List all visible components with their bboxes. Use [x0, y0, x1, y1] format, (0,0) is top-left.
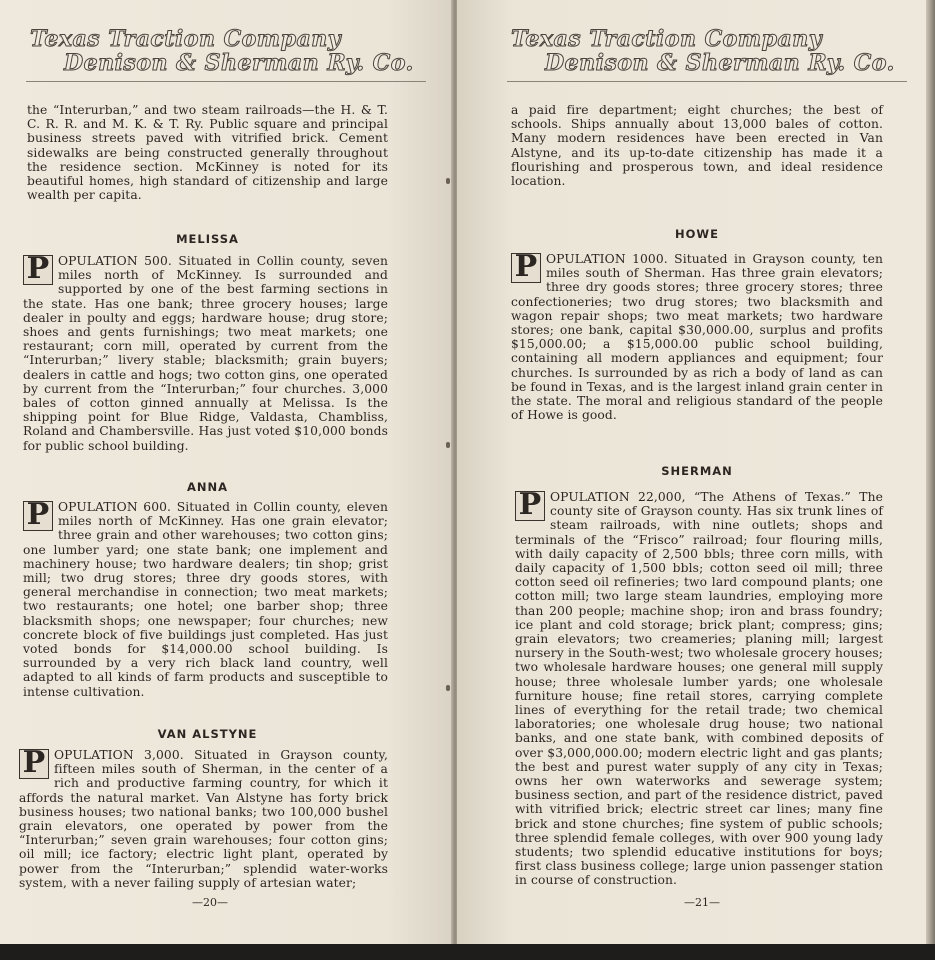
- book-bottom-edge: [0, 944, 935, 960]
- howe-lead: OPULATION 1000.: [546, 252, 668, 266]
- dropcap-sherman: P: [515, 491, 545, 521]
- page-number-right: —21—: [684, 896, 720, 909]
- masthead-title: Texas Traction Company: [511, 26, 822, 52]
- melissa-body: Situated in Collin county, seven miles north of McKinney. Is surrounded and supported by one of the best farming sections in the state. Has one bank; three grocery houses; large dealer in poulty and eggs; hardware house; drug store; shoes and gents furnishings; two meat markets; one restaurant; corn mill, operated by current from the “Interurban;” livery stable; blacksmith; grain buyers; dealers in cattle and hogs; two cotton gins, one operated by current from the “Interurban;” four churches. 3,000 bales of cotton ginned annually at Melissa. Is the shipping point for Blue Ridge, Valdasta, Chambliss, Roland and Chambersville. Has just voted $10,000 bonds for public school building.: [23, 254, 388, 453]
- dropcap-van-alstyne: P: [19, 749, 49, 779]
- heading-melissa: MELISSA: [176, 232, 239, 246]
- masthead-left: [26, 24, 426, 84]
- heading-van-alstyne: VAN ALSTYNE: [157, 727, 258, 741]
- howe-body: Situated in Grayson county, ten miles south of Sherman. Has three grain elevators; three dry goods stores; three grocery stores; three confectioneries; two drug stores; two blacksmith and wagon repair shops; two meat markets; two hardware stores; one bank, capital $30,000.00, surplus and profits $15,000.00; a $15,000.00 public school building, containing all modern appliances and equipment; four churches. Is surrounded by as rich a body of land as can be found in Texas, and is the largest inland grain center in the state. The moral and religious standard of the people of Howe is good.: [511, 252, 883, 423]
- heading-anna: ANNA: [186, 480, 229, 494]
- masthead-title: Texas Traction Company: [30, 26, 341, 52]
- binding-stitch: [446, 685, 450, 691]
- van-alstyne-body: Situated in Grayson county, fifteen miles south of Sherman, in the center of a rich and productive farming country, for which it affords the natural market. Van Alstyne has forty brick business houses; two national banks; two 100,000 bushel grain elevators, one operated by power from the “Interurban;” seven grain warehouses; four cotton gins; oil mill; ice factory; electric light plant, operated by power from the “Interurban;” splendid water-works system, with a never failing supply of artesian water;: [19, 748, 388, 890]
- dropcap-melissa: P: [23, 255, 53, 285]
- binding-stitch: [446, 178, 450, 184]
- left-page: [0, 0, 454, 946]
- anna-lead: OPULATION 600.: [58, 500, 172, 514]
- masthead-subtitle: Denison & Sherman Ry. Co.: [545, 50, 895, 76]
- melissa-lead: OPULATION 500.: [58, 254, 172, 268]
- masthead-rule: [507, 81, 907, 82]
- van-alstyne-paragraph: [19, 745, 388, 890]
- continuation-paragraph: a paid fire department; eight churches; the best of schools. Ships annually about 13,000 bales of cotton. Many modern residences have been erected in Van Alstyne, and its up-to-date citizenship has made it a flourishing and prosperous town, and ideal residence location.: [511, 103, 883, 189]
- melissa-paragraph: [23, 251, 388, 453]
- heading-howe: HOWE: [675, 227, 719, 241]
- masthead-right: [507, 24, 907, 84]
- sherman-lead: OPULATION 22,000,: [550, 490, 686, 504]
- anna-paragraph: [23, 497, 388, 699]
- intro-paragraph: the “Interurban,” and two steam railroads—the H. & T. C. R. R. and M. K. & T. Ry. Public square and principal business streets paved with vitrified brick. Cement sidewalks are being constructed generally throughout the residence section. McKinney is noted for its beautiful homes, high standard of citizenship and large wealth per capita.: [27, 103, 388, 203]
- dropcap-howe: P: [511, 253, 541, 283]
- anna-body: Situated in Collin county, eleven miles north of McKinney. Has one grain elevator; three grain and other warehouses; two cotton gins; one lumber yard; one state bank; one implement and machinery house; two hardware dealers; tin shop; grist mill; two drug stores; three dry goods stores, with general merchandise in connection; two meat markets; two restaurants; one hotel; one barber shop; three blacksmith shops; one newspaper; four churches; new concrete block of five buildings just completed. Has just voted bonds for $14,000.00 school building. Is surrounded by a very rich black land country, well adapted to all kinds of farm products and susceptible to intense cultivation.: [23, 500, 388, 699]
- heading-sherman: SHERMAN: [661, 464, 733, 478]
- right-page: [457, 0, 927, 946]
- binding-stitch: [446, 442, 450, 448]
- page-number-left: —20—: [192, 896, 228, 909]
- sherman-body: “The Athens of Texas.” The county site of Grayson county. Has six trunk lines of steam railroads, with nine outlets; shops and terminals of the “Frisco” railroad; four flouring mills, with daily capacity of 2,500 bbls; three corn mills, with daily capacity of 1,500 bbls; cotton seed oil mill; three cotton seed oil refineries; two lard compound plants; one cotton mill; two large steam laundries, employing more than 200 people; machine shop; iron and brass foundry; ice plant and cold storage; brick plant; compress; gins; grain elevators; two creameries; planing mill; largest nursery in the South-west; two wholesale grocery houses; two wholesale hardware houses; one general mill supply house; three wholesale lumber yards; one wholesale furniture house; fine retail stores, carrying complete lines of everything for the retail trade; two chemical laboratories; one wholesale drug house; two national banks, and one state bank, with combined deposits of over $3,000,000.00; modern electric light and gas plants; the best and purest water supply of any city in Texas; owns her own waterworks and sewerage system; business section, and part of the residence district, paved with vitrified brick; electric street car lines; many fine brick and stone churches; fine system of public schools; three splendid female colleges, with over 900 young lady students; two splendid educative institutions for boys; first class business college; large union passenger station in course of construction.: [515, 490, 883, 888]
- van-alstyne-lead: OPULATION 3,000.: [54, 748, 184, 762]
- masthead-rule: [26, 81, 426, 82]
- sherman-paragraph: [515, 487, 883, 888]
- dropcap-anna: P: [23, 501, 53, 531]
- howe-paragraph: [511, 249, 883, 423]
- book-edge: [926, 0, 935, 946]
- masthead-subtitle: Denison & Sherman Ry. Co.: [64, 50, 414, 76]
